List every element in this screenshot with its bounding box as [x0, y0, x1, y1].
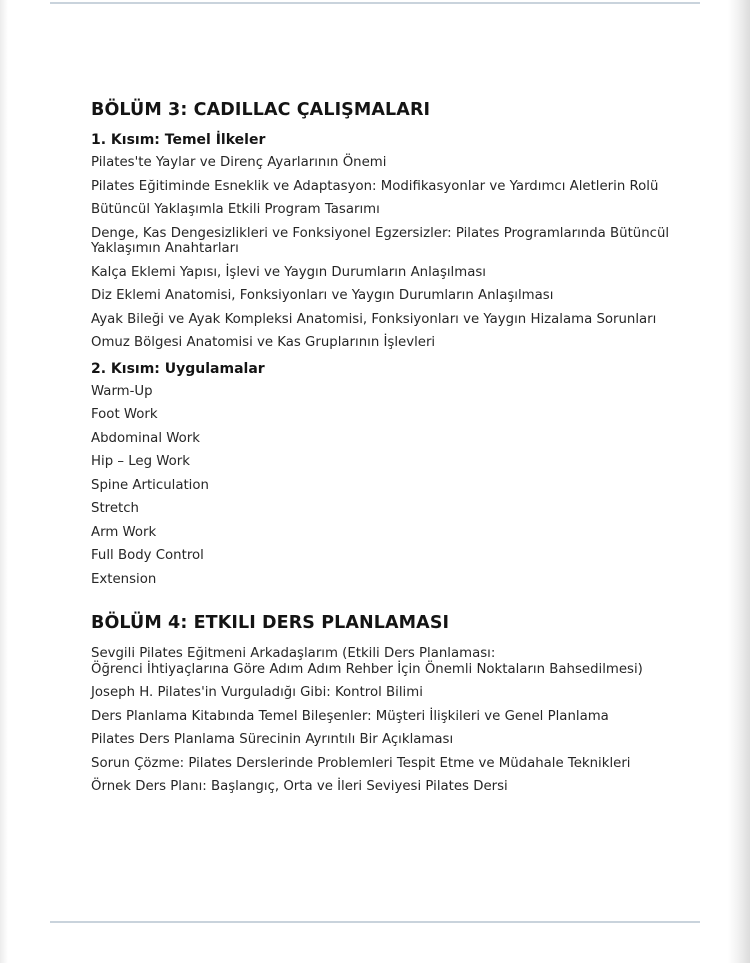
- list-item-line: Sevgili Pilates Eğitmeni Arkadaşlarım (Etkili Ders Planlaması:: [91, 646, 496, 661]
- list-item: Bütüncül Yaklaşımla Etkili Program Tasarımı: [91, 202, 380, 217]
- bottom-divider: [50, 921, 700, 923]
- list-item: Denge, Kas Dengesizlikleri ve Fonksiyonel Egzersizler: Pilates Programlarında Bütüncül Yaklaşımın Anahtarları: [91, 225, 670, 256]
- list-item: Pilates Eğitiminde Esneklik ve Adaptasyon: Modifikasyonlar ve Yardımcı Aletlerin Rolü: [91, 178, 659, 194]
- list-item: Warm-Up: [91, 383, 153, 399]
- list-item: Joseph H. Pilates'in Vurguladığı Gibi: Kontrol Bilimi: [91, 685, 423, 700]
- list-item: Ders Planlama Kitabında Temel Bileşenler: Müşteri İlişkileri ve Genel Planlama: [91, 708, 609, 724]
- list-item: Pilates Ders Planlama Sürecinin Ayrıntılı Bir Açıklaması: [91, 732, 454, 747]
- list-item: Omuz Bölgesi Anatomisi ve Kas Gruplarının İşlevleri: [91, 335, 436, 350]
- top-divider: [50, 2, 700, 4]
- list-item: Örnek Ders Planı: Başlangıç, Orta ve İleri Seviyesi Pilates Dersi: [91, 779, 508, 794]
- list-item: Ayak Bileği ve Ayak Kompleksi Anatomisi, Fonksiyonları ve Yaygın Hizalama Sorunları: [91, 311, 657, 327]
- chapter-3-part-2-list: [91, 384, 691, 588]
- list-item: Arm Work: [91, 524, 157, 540]
- list-item: Stretch: [91, 501, 139, 516]
- chapter-3-title: BÖLÜM 3: CADILLAC ÇALIŞMALARI: [91, 100, 431, 120]
- chapter-4-title: BÖLÜM 4: ETKILI DERS PLANLAMASI: [91, 613, 450, 633]
- chapter-3-part-1-title: 1. Kısım: Temel İlkeler: [91, 132, 266, 148]
- list-item: Spine Articulation: [91, 477, 209, 493]
- list-item: Sorun Çözme: Pilates Derslerinde Problemleri Tespit Etme ve Müdahale Teknikleri: [91, 755, 631, 771]
- list-item: Diz Eklemi Anatomisi, Fonksiyonları ve Yaygın Durumların Anlaşılması: [91, 288, 554, 303]
- chapter-3-part-2-title: 2. Kısım: Uygulamalar: [91, 360, 265, 377]
- list-item: Extension: [91, 571, 157, 587]
- list-item: Foot Work: [91, 407, 158, 422]
- page-edge-right: [728, 0, 750, 963]
- list-item: Pilates'te Yaylar ve Direnç Ayarlarının Önemi: [91, 155, 387, 170]
- list-item: Kalça Eklemi Yapısı, İşlevi ve Yaygın Durumların Anlaşılması: [91, 264, 486, 280]
- list-item: Hip – Leg Work: [91, 454, 190, 469]
- chapter-4-list: [91, 646, 691, 795]
- table-of-contents: [91, 98, 691, 803]
- chapter-3-part-1-list: [91, 155, 691, 351]
- list-item: [91, 646, 691, 677]
- list-item: Abdominal Work: [91, 430, 200, 446]
- list-item: Full Body Control: [91, 548, 204, 563]
- page-edge-left: [0, 0, 8, 963]
- list-item-line: Öğrenci İhtiyaçlarına Göre Adım Adım Rehber İçin Önemli Noktaların Bahsedilmesi): [91, 661, 643, 677]
